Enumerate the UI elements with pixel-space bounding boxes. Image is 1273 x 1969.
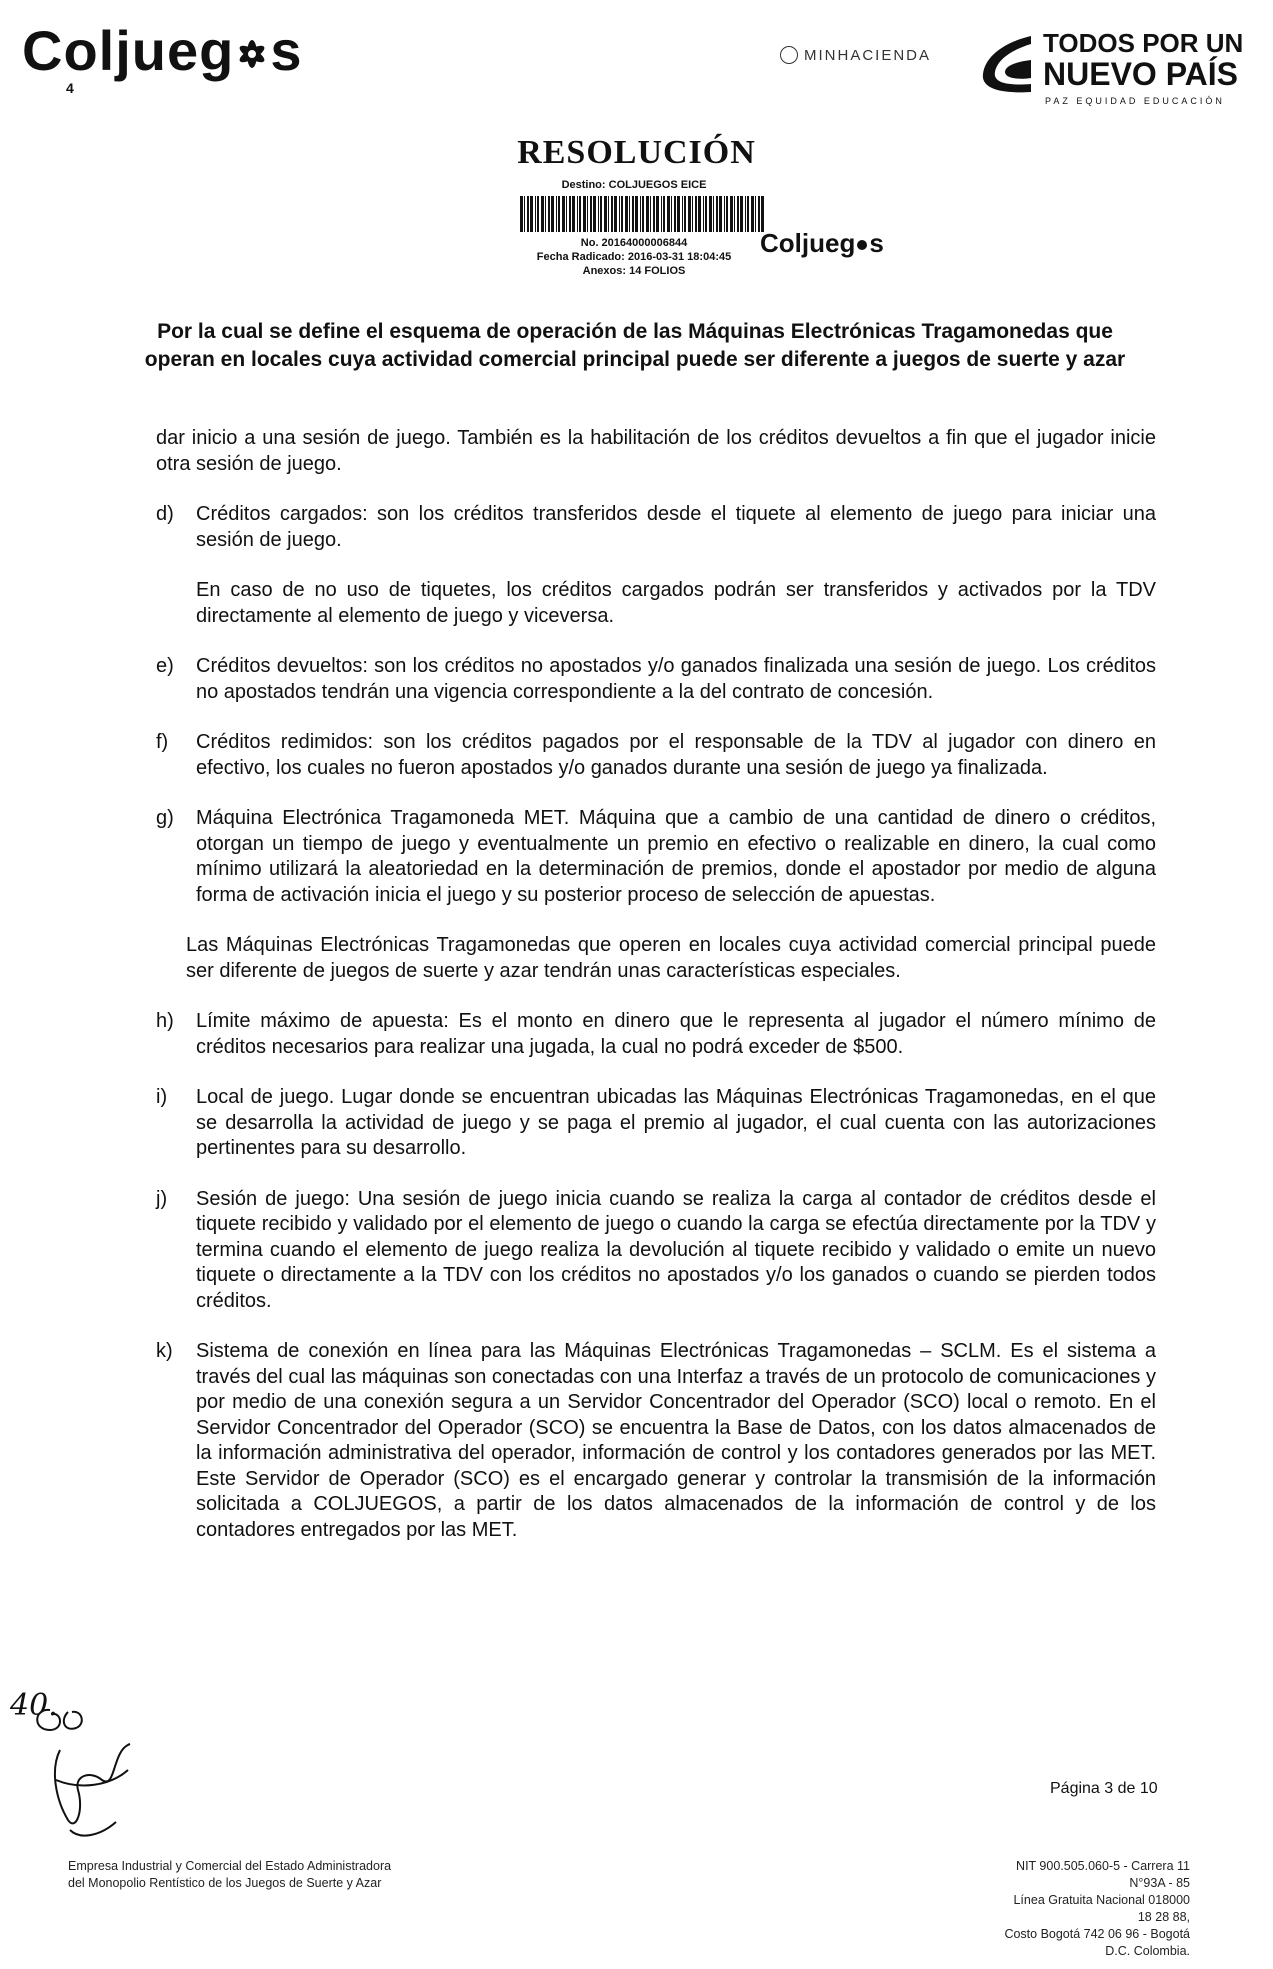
slogan-block: [975, 22, 1245, 106]
logo-text: Coljueg: [22, 19, 235, 82]
footer-left: [68, 1858, 391, 1892]
small-mark: 4: [66, 80, 75, 96]
barcode: [520, 196, 768, 232]
item-label: e): [156, 655, 174, 677]
ministry-seal-icon: [780, 46, 798, 64]
list-item: [156, 1085, 1156, 1162]
stamp-logo-text: Coljueg: [760, 228, 856, 258]
document-title: RESOLUCIÓN: [517, 134, 756, 171]
resolution-subject: Por la cual se define el esquema de operación de las Máquinas Electrónicas Tragamonedas que operan en locales cuya actividad comercial principal puede ser diferente a juegos de suerte y azar: [144, 320, 1126, 371]
slogan-line1: TODOS POR UN: [1043, 28, 1244, 58]
stamp-destino: Destino: COLJUEGOS EICE: [561, 179, 707, 191]
list-item: [156, 502, 1156, 553]
page-number: Página 3 de 10: [1050, 1780, 1158, 1797]
intro-paragraph: dar inicio a una sesión de juego. También es la habilitación de los créditos devueltos a fin que el jugador inicie otra sesión de juego.: [156, 427, 1156, 475]
item-label: j): [156, 1187, 168, 1210]
stamp-fecha: Fecha Radicado: 2016-03-31 18:04:45: [536, 251, 732, 263]
stamp-logo-flower-icon: [855, 228, 869, 242]
footer-right: [1000, 1858, 1190, 1960]
stamp-logo: [760, 228, 884, 259]
item-text: Créditos cargados: son los créditos transferidos desde el tiquete al elemento de juego para iniciar una sesión de juego.: [196, 503, 1156, 551]
colombia-flag-icon: [975, 30, 1037, 100]
list-item: [156, 578, 1156, 629]
ministry-label: [780, 46, 931, 64]
item-text: Local de juego. Lugar donde se encuentran ubicadas las Máquinas Electrónicas Tragamonedas, en el que se desarrolla la actividad de juego y se paga el premio al jugador, el cual cuenta con las autorizaciones pertinentes para su desarrollo.: [196, 1086, 1156, 1159]
item-text: Sistema de conexión en línea para las Máquinas Electrónicas Tragamonedas – SCLM. Es el sistema a través del cual las máquinas son conectadas con una Interfaz a través de un protocolo de comunicaciones y por medio de una conexión segura a un Servidor Concentrador del Operador (SCO) local o remoto. En el Servidor Concentrador del Operador (SCO) se encuentra la Base de Datos, con los datos almacenados de la información administrativa del operador, información de control y los contadores generados por las MET. Este Servidor de Operador (SCO) es el encargado generar y controlar la transmisión de la información solicitada a COLJUEGOS, a partir de los datos almacenados de la información de control y de los contadores entregados por las MET.: [196, 1340, 1156, 1541]
logo-text-suffix: s: [270, 19, 303, 82]
ministry-text: MINHACIENDA: [804, 46, 932, 64]
item-label: i): [156, 1086, 168, 1108]
coljuegos-logo: [22, 18, 303, 96]
item-text: En caso de no uso de tiquetes, los créditos cargados podrán ser transferidos y activados por la TDV directamente al elemento de juego y viceversa.: [196, 579, 1156, 627]
footer-right-line2: Línea Gratuita Nacional 018000 18 28 88,: [1013, 1893, 1190, 1924]
logo-flower-icon: [234, 20, 270, 56]
list-item: [156, 1339, 1156, 1543]
stamp-logo-suffix: s: [869, 228, 884, 258]
item-label: d): [156, 503, 174, 525]
list-item: [156, 933, 1156, 984]
item-text: Límite máximo de apuesta: Es el monto en dinero que le representa al jugador el número mínimo de créditos necesarios para realizar una jugada, la cual no podrá exceder de $500.: [196, 1010, 1156, 1058]
item-text: Créditos redimidos: son los créditos pagados por el responsable de la TDV al jugador con dinero en efectivo, los cuales no fueron apostados y/o ganados durante una sesión de juego ya finalizada.: [196, 731, 1156, 779]
list-item: [156, 1009, 1156, 1060]
item-label: g): [156, 807, 174, 829]
footer-right-line3: Costo Bogotá 742 06 96 - Bogotá D.C. Colombia.: [1004, 1927, 1190, 1958]
item-text: Créditos devueltos: son los créditos no apostados y/o ganados finalizada una sesión de juego. Los créditos no apostados tendrán una vigencia correspondiente a la del contrato de concesión.: [196, 655, 1156, 703]
list-item: [156, 806, 1156, 908]
list-item: [156, 654, 1156, 705]
slogan-line3: PAZ EQUIDAD EDUCACIÓN: [1045, 96, 1225, 106]
footer-right-line1: NIT 900.505.060-5 - Carrera 11 N°93A - 85: [1016, 1859, 1190, 1890]
stamp-number: No. 20164000006844: [580, 237, 688, 249]
item-label: h): [156, 1010, 174, 1032]
item-text: Las Máquinas Electrónicas Tragamonedas que operen en locales cuya actividad comercial principal puede ser diferente de juegos de suerte y azar tendrán unas características especiales.: [186, 934, 1156, 982]
document-body: [156, 426, 1156, 1543]
footer-left-line1: Empresa Industrial y Comercial del Estado Administradora: [68, 1859, 392, 1873]
slogan-line2: NUEVO PAÍS: [1043, 56, 1238, 92]
footer-left-line2: del Monopolio Rentístico de los Juegos de Suerte y Azar: [68, 1876, 382, 1890]
item-label: f): [156, 731, 169, 753]
list-item: [156, 730, 1156, 781]
stamp-anexos: Anexos: 14 FOLIOS: [582, 265, 686, 277]
list-item: [156, 1187, 1156, 1315]
stamp-details: [494, 236, 774, 278]
item-label: k): [156, 1340, 173, 1362]
handwritten-annotation: 40.: [10, 1688, 58, 1723]
item-text: Sesión de juego: Una sesión de juego inicia cuando se realiza la carga al contador de créditos desde el tiquete recibido y validado por el elemento de juego o cuando la carga se efectúa directamente por la TDV y termina cuando el elemento de juego realiza la devolución al tiquete recibido y validado o emite un nuevo tiquete o directamente a la TDV con los créditos no apostados y/o los ganados o cuando se pierden todos créditos.: [196, 1187, 1156, 1312]
item-text: Máquina Electrónica Tragamoneda MET. Máquina que a cambio de una cantidad de dinero o créditos, otorgan un tiempo de juego y eventualmente un premio en efectivo o realizable en dinero, la cual como mínimo utilizará la aleatoriedad en la determinación de premios, donde el apostador por medio de alguna forma de activación inicia el juego y su posterior proceso de selección de apuestas.: [196, 807, 1156, 906]
